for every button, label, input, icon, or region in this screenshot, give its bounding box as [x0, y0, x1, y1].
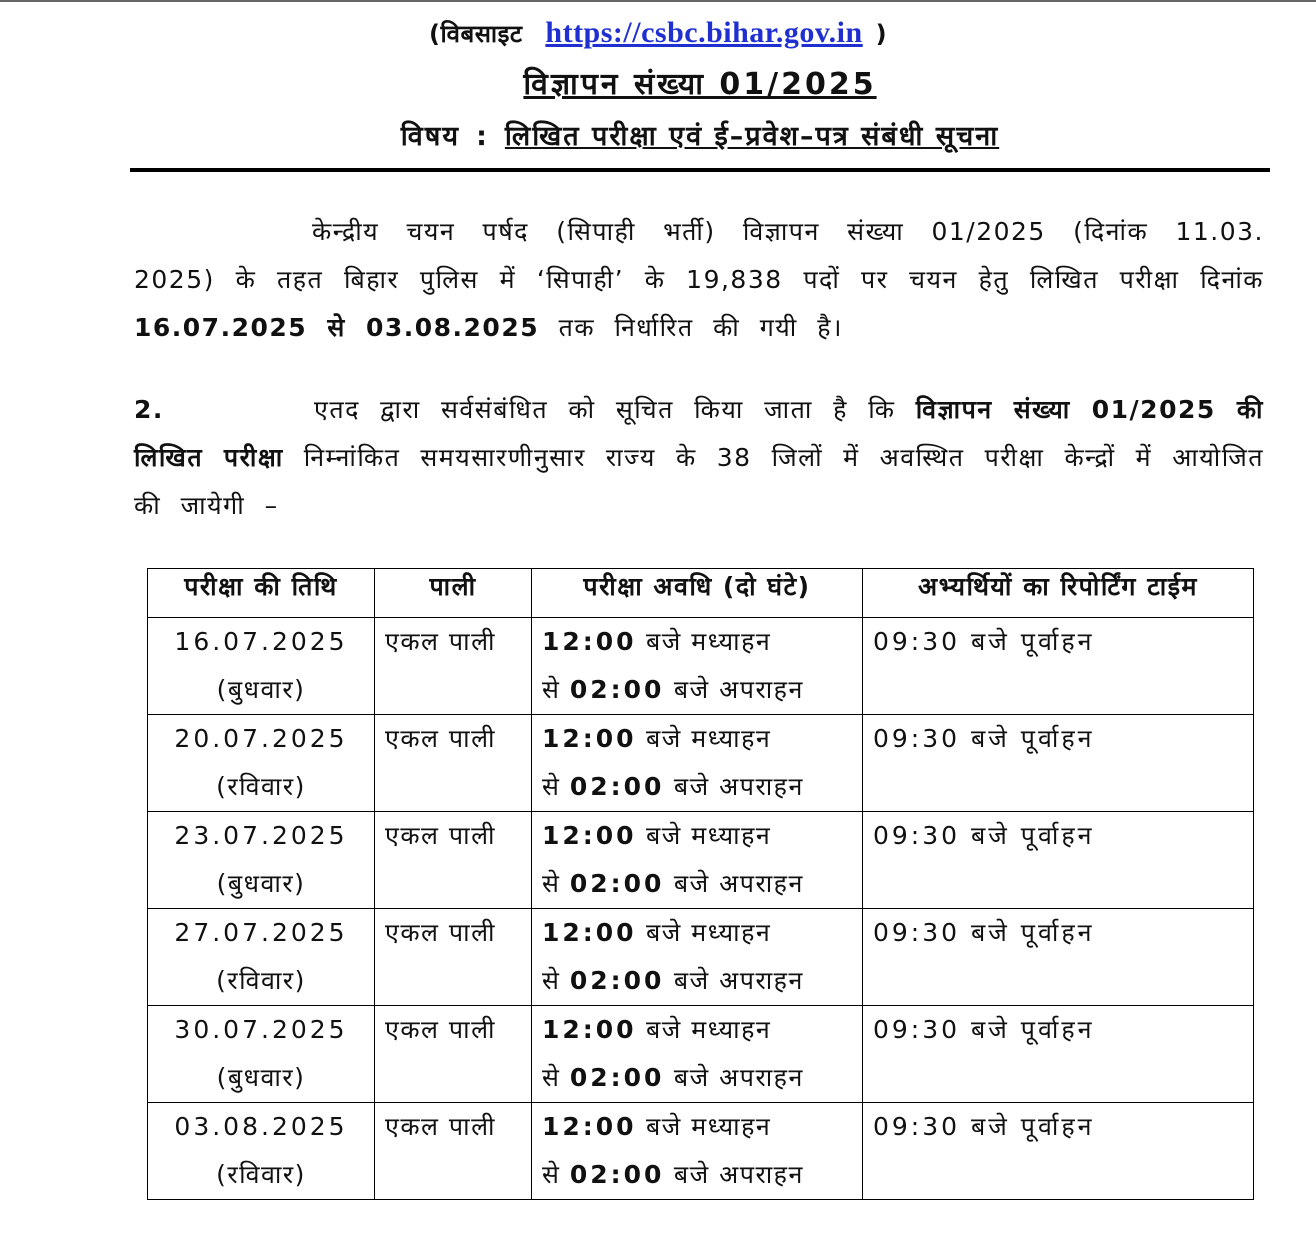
- paragraph-2-number: 2.: [134, 395, 164, 424]
- start-time: 12:00: [542, 1015, 637, 1044]
- advertisement-title: [0, 62, 1316, 103]
- subject-line: [0, 116, 1316, 153]
- shift-cell: [375, 715, 532, 812]
- exam-day: (बुधवार): [216, 1063, 306, 1092]
- exam-date: 20.07.2025: [174, 724, 348, 753]
- reporting-time: 09:30 बजे पूर्वाहन: [873, 1015, 1095, 1044]
- end-time-prefix: से: [542, 966, 561, 995]
- end-time-text: बजे अपराहन: [673, 869, 804, 898]
- date-cell: [148, 909, 375, 1006]
- reporting-cell: [863, 715, 1254, 812]
- website-line: [0, 16, 1316, 50]
- reporting-cell: [863, 618, 1254, 715]
- shift-text: एकल पाली: [385, 1015, 497, 1044]
- start-time: 12:00: [542, 821, 637, 850]
- date-cell: [148, 1103, 375, 1200]
- duration-cell: [532, 715, 863, 812]
- paragraph-1: [134, 208, 1264, 352]
- start-time: 12:00: [542, 627, 637, 656]
- end-time: 02:00: [569, 1160, 665, 1189]
- duration-cell: [532, 1006, 863, 1103]
- start-time-text: बजे मध्याहन: [646, 821, 772, 850]
- end-time-text: बजे अपराहन: [673, 1160, 804, 1189]
- shift-cell: [375, 812, 532, 909]
- end-time-text: बजे अपराहन: [673, 966, 804, 995]
- website-label: (विबसाइट: [428, 20, 523, 48]
- exam-day: (बुधवार): [216, 869, 306, 898]
- duration-cell: [532, 1103, 863, 1200]
- website-close-paren: ): [875, 20, 888, 48]
- header-duration: परीक्षा अवधि (दो घंटे): [532, 569, 863, 618]
- header-exam-date: परीक्षा की तिथि: [148, 569, 375, 618]
- table-row: [148, 618, 1254, 715]
- exam-date: 16.07.2025: [174, 627, 348, 656]
- reporting-cell: [863, 812, 1254, 909]
- table-row: [148, 909, 1254, 1006]
- end-time: 02:00: [569, 1063, 665, 1092]
- start-time-text: बजे मध्याहन: [646, 724, 772, 753]
- start-time-text: बजे मध्याहन: [646, 1112, 772, 1141]
- start-time: 12:00: [542, 1112, 637, 1141]
- end-time-prefix: से: [542, 772, 561, 801]
- shift-cell: [375, 909, 532, 1006]
- start-time-text: बजे मध्याहन: [646, 627, 772, 656]
- shift-text: एकल पाली: [385, 918, 497, 947]
- end-time-text: बजे अपराहन: [673, 1063, 804, 1092]
- paragraph-2: [134, 386, 1264, 530]
- paragraph-1-dates: 16.07.2025 से 03.08.2025: [134, 313, 540, 342]
- shift-cell: [375, 618, 532, 715]
- exam-schedule-table: [147, 568, 1254, 1200]
- top-border-line: [0, 0, 1316, 2]
- start-time-text: बजे मध्याहन: [646, 918, 772, 947]
- date-cell: [148, 812, 375, 909]
- exam-day: (रविवार): [216, 1160, 306, 1189]
- exam-day: (बुधवार): [216, 675, 306, 704]
- reporting-time: 09:30 बजे पूर्वाहन: [873, 1112, 1095, 1141]
- reporting-cell: [863, 909, 1254, 1006]
- start-time: 12:00: [542, 918, 637, 947]
- reporting-cell: [863, 1103, 1254, 1200]
- subject-text: लिखित परीक्षा एवं ई–प्रवेश–पत्र संबंधी सूचना: [504, 121, 1000, 152]
- paragraph-2-start: एतद द्वारा सर्वसंबंधित को सूचित किया जाता है कि: [314, 395, 896, 424]
- date-cell: [148, 618, 375, 715]
- reporting-time: 09:30 बजे पूर्वाहन: [873, 627, 1095, 656]
- header-divider: [130, 168, 1270, 172]
- reporting-time: 09:30 बजे पूर्वाहन: [873, 918, 1095, 947]
- duration-cell: [532, 618, 863, 715]
- subject-colon: :: [476, 121, 489, 152]
- end-time: 02:00: [569, 869, 665, 898]
- table-row: [148, 1103, 1254, 1200]
- subject-label: विषय: [400, 121, 461, 152]
- end-time-prefix: से: [542, 1063, 561, 1092]
- header-shift: पाली: [375, 569, 532, 618]
- reporting-time: 09:30 बजे पूर्वाहन: [873, 821, 1095, 850]
- end-time-prefix: से: [542, 869, 561, 898]
- exam-day: (रविवार): [216, 966, 306, 995]
- duration-cell: [532, 909, 863, 1006]
- end-time-text: बजे अपराहन: [673, 675, 804, 704]
- table-header-row: [148, 569, 1254, 618]
- duration-cell: [532, 812, 863, 909]
- shift-text: एकल पाली: [385, 724, 497, 753]
- exam-date: 23.07.2025: [174, 821, 348, 850]
- start-time: 12:00: [542, 724, 637, 753]
- paragraph-1-end: तक निर्धारित की गयी है।: [558, 313, 843, 342]
- paragraph-2-bold: विज्ञापन संख्या 01/2025 की लिखित परीक्षा: [134, 395, 1264, 472]
- reporting-cell: [863, 1006, 1254, 1103]
- exam-date: 27.07.2025: [174, 918, 348, 947]
- end-time: 02:00: [569, 772, 665, 801]
- exam-date: 30.07.2025: [174, 1015, 348, 1044]
- shift-text: एकल पाली: [385, 821, 497, 850]
- shift-cell: [375, 1103, 532, 1200]
- advertisement-title-text: विज्ञापन संख्या 01/2025: [523, 67, 877, 102]
- end-time-text: बजे अपराहन: [673, 772, 804, 801]
- end-time-prefix: से: [542, 1160, 561, 1189]
- date-cell: [148, 1006, 375, 1103]
- table-row: [148, 812, 1254, 909]
- end-time-prefix: से: [542, 675, 561, 704]
- shift-text: एकल पाली: [385, 627, 497, 656]
- date-cell: [148, 715, 375, 812]
- exam-date: 03.08.2025: [174, 1112, 348, 1141]
- end-time: 02:00: [569, 675, 665, 704]
- exam-day: (रविवार): [216, 772, 306, 801]
- start-time-text: बजे मध्याहन: [646, 1015, 772, 1044]
- table-row: [148, 1006, 1254, 1103]
- end-time: 02:00: [569, 966, 665, 995]
- shift-cell: [375, 1006, 532, 1103]
- paragraph-2-end: निम्नांकित समयसारणीनुसार राज्य के 38 जिलों में अवस्थित परीक्षा केन्द्रों में आयोजित की जायेगी –: [134, 443, 1264, 520]
- website-link[interactable]: https://csbc.bihar.gov.in: [545, 16, 863, 49]
- paragraph-1-text: केन्द्रीय चयन पर्षद (सिपाही भर्ती) विज्ञापन संख्या 01/2025 (दिनांक 11.03. 2025) के तहत बिहार पुलिस में ‘सिपाही’ के 19,838 पदों पर चयन हेतु लिखित परीक्षा दिनांक: [134, 217, 1264, 294]
- shift-text: एकल पाली: [385, 1112, 497, 1141]
- reporting-time: 09:30 बजे पूर्वाहन: [873, 724, 1095, 753]
- table-row: [148, 715, 1254, 812]
- header-reporting-time: अभ्यर्थियों का रिपोर्टिंग टाईम: [863, 569, 1254, 618]
